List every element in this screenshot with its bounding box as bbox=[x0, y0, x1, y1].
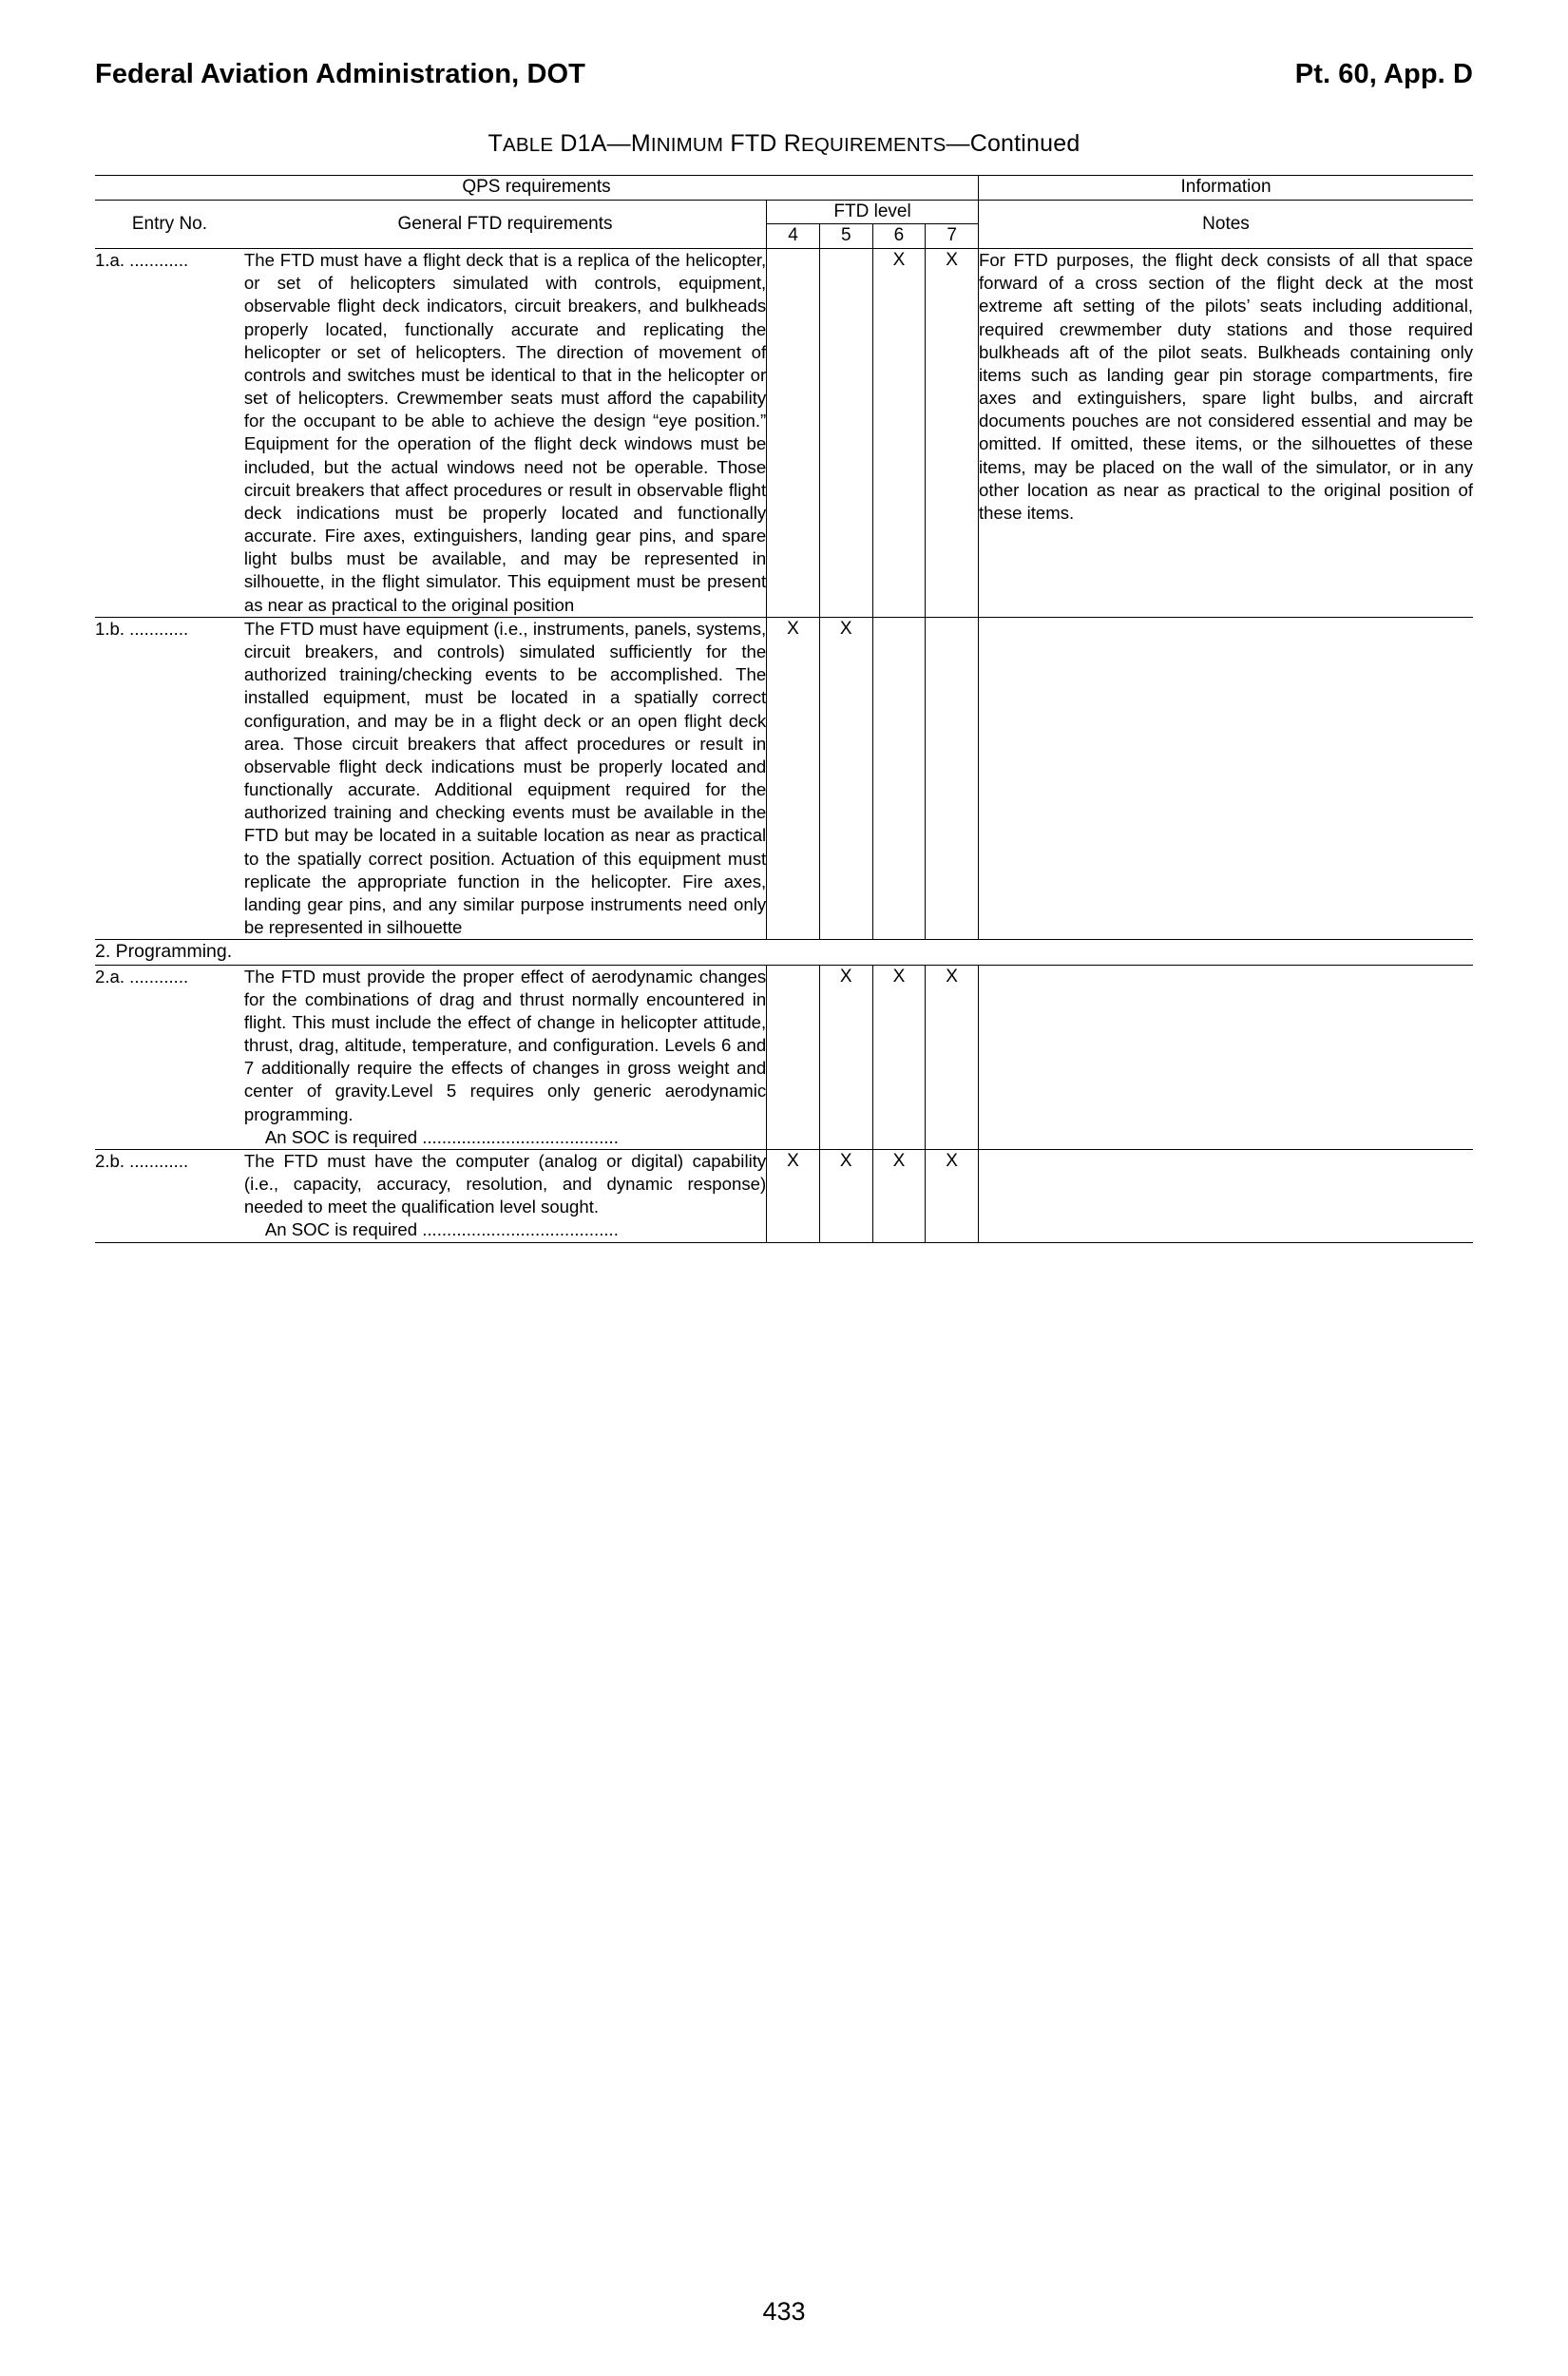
level-header-4: 4 bbox=[767, 224, 820, 249]
table-row bbox=[95, 1149, 1473, 1242]
table-header-row bbox=[95, 200, 1473, 224]
caption-part-3: D1A—M bbox=[553, 130, 651, 157]
row-entry-no: 2.b. ............ bbox=[95, 1149, 244, 1242]
row-requirement: The FTD must provide the proper effect of aerodynamic changes for the combinations of drag and thrust normally encountered in flight. This must include the effect of change in helicopter attitude, thrust, drag, altitude, temperature, and configuration. Levels 6 and 7 additionally require the effects of changes in gross weight and center of gravity.Level 5 requires only generic aerodynamic programming. bbox=[243, 966, 767, 1124]
row-requirement: The FTD must have a flight deck that is a replica of the helicopter, or set of helicopters simulated with controls, equipment, observable flight deck indicators, circuit breakers, and bulkheads properly located, functionally accurate and replicating the helicopter or set of helicopters. The direction of movement of controls and switches must be identical to that in the helicopter or set of helicopters. Crewmember seats must afford the capability for the occupant to be able to achieve the design “eye position.” Equipment for the operation of the flight deck windows must be included, but the actual windows need not be operable. Those circuit breakers that affect procedures or result in observable flight deck indications must be properly located and functionally accurate. Fire axes, extinguishers, landing gear pins, and spare light bulbs must be available, and may be represented in silhouette, in the flight simulator. This equipment must be present as near as practical to the original position bbox=[244, 249, 767, 618]
row-entry-no: 2.a. ............ bbox=[95, 965, 244, 1149]
row-entry-no: 1.a. ............ bbox=[95, 249, 244, 618]
table-group-header-row bbox=[95, 176, 1473, 201]
section-heading-row bbox=[95, 940, 1473, 965]
column-header-notes: Notes bbox=[978, 200, 1473, 248]
row-level-4-mark: X bbox=[767, 1149, 820, 1242]
row-level-4-mark bbox=[767, 965, 820, 1149]
row-level-5-mark: X bbox=[819, 617, 872, 939]
section-heading: 2. Programming. bbox=[95, 940, 1473, 965]
row-level-4-mark bbox=[767, 249, 820, 618]
row-level-7-mark: X bbox=[926, 249, 979, 618]
row-notes bbox=[978, 1149, 1473, 1242]
level-header-5: 5 bbox=[819, 224, 872, 249]
row-level-6-mark bbox=[872, 617, 926, 939]
row-requirement: The FTD must have the computer (analog or digital) capability (i.e., capacity, accuracy, resolution, and dynamic response) needed to meet the qualification level sought. bbox=[243, 1150, 767, 1217]
row-requirement: The FTD must have equipment (i.e., instruments, panels, systems, circuit breakers, and controls) simulated sufficiently for the authorized training/checking events to be accomplished. The installed equipment, must be located in a spatially correct configuration, and may be in a flight deck or an open flight deck area. Those circuit breakers that affect procedures or result in observable flight deck indications must be properly located and functionally accurate. Additional equipment required for the authorized training and checking events must be available in the FTD but may be located in a suitable location as near as practical to the spatially correct position. Actuation of this equipment must replicate the appropriate function in the helicopter. Fire axes, landing gear pins, and any similar purpose instruments need only be represented in silhouette bbox=[244, 617, 767, 939]
table-caption bbox=[95, 130, 1473, 158]
row-notes: For FTD purposes, the flight deck consists of all that space forward of a cross section of the flight deck at the most extreme aft setting of the pilots’ seats including additional, required crewmember duty stations and those required bulkheads aft of the pilot seats. Bulkheads containing only items such as landing gear pin storage compartments, fire axes and extinguishers, spare light bulbs, and aircraft documents pouches are not considered essential and may be omitted. If omitted, these items, or the silhouettes of these items, may be placed on the wall of the simulator, or in any other location as near as practical to the original position of these items. bbox=[978, 249, 1473, 618]
table-row bbox=[95, 249, 1473, 618]
column-header-general: General FTD requirements bbox=[244, 200, 767, 248]
row-level-6-mark: X bbox=[872, 1149, 926, 1242]
group-header-qps: QPS requirements bbox=[95, 176, 978, 201]
page-number: 433 bbox=[762, 2297, 806, 2326]
row-level-7-mark: X bbox=[926, 965, 979, 1149]
row-entry-no: 1.b. ............ bbox=[95, 617, 244, 939]
caption-part-2: ABLE bbox=[503, 134, 554, 156]
running-head-right: Pt. 60, App. D bbox=[1294, 59, 1473, 89]
caption-part-4: INIMUM bbox=[650, 134, 724, 156]
row-level-4-mark: X bbox=[767, 617, 820, 939]
row-requirement-cell bbox=[244, 965, 767, 1149]
row-requirement-cell bbox=[244, 1149, 767, 1242]
running-head-left: Federal Aviation Administration, DOT bbox=[95, 59, 585, 89]
caption-part-6: EQUIREMENTS bbox=[800, 134, 947, 156]
column-header-entry-no: Entry No. bbox=[95, 200, 244, 248]
row-notes bbox=[978, 965, 1473, 1149]
row-soc-line: An SOC is required ........................................ bbox=[264, 1126, 619, 1147]
row-level-7-mark: X bbox=[926, 1149, 979, 1242]
row-level-7-mark bbox=[926, 617, 979, 939]
level-header-6: 6 bbox=[872, 224, 926, 249]
caption-part-5: FTD R bbox=[723, 130, 801, 157]
row-level-5-mark: X bbox=[819, 965, 872, 1149]
row-level-5-mark bbox=[819, 249, 872, 618]
caption-part-1: T bbox=[488, 130, 503, 157]
row-soc-line: An SOC is required ........................................ bbox=[264, 1219, 619, 1240]
column-header-ftd-level: FTD level bbox=[767, 200, 979, 224]
caption-part-7: —Continued bbox=[946, 130, 1080, 157]
running-head bbox=[95, 59, 1473, 90]
row-notes bbox=[978, 617, 1473, 939]
row-level-6-mark: X bbox=[872, 965, 926, 1149]
table-row bbox=[95, 965, 1473, 1149]
row-level-6-mark: X bbox=[872, 249, 926, 618]
table-row bbox=[95, 617, 1473, 939]
row-level-5-mark: X bbox=[819, 1149, 872, 1242]
level-header-7: 7 bbox=[926, 224, 979, 249]
group-header-information: Information bbox=[978, 176, 1473, 201]
ftd-requirements-table bbox=[95, 175, 1473, 1243]
